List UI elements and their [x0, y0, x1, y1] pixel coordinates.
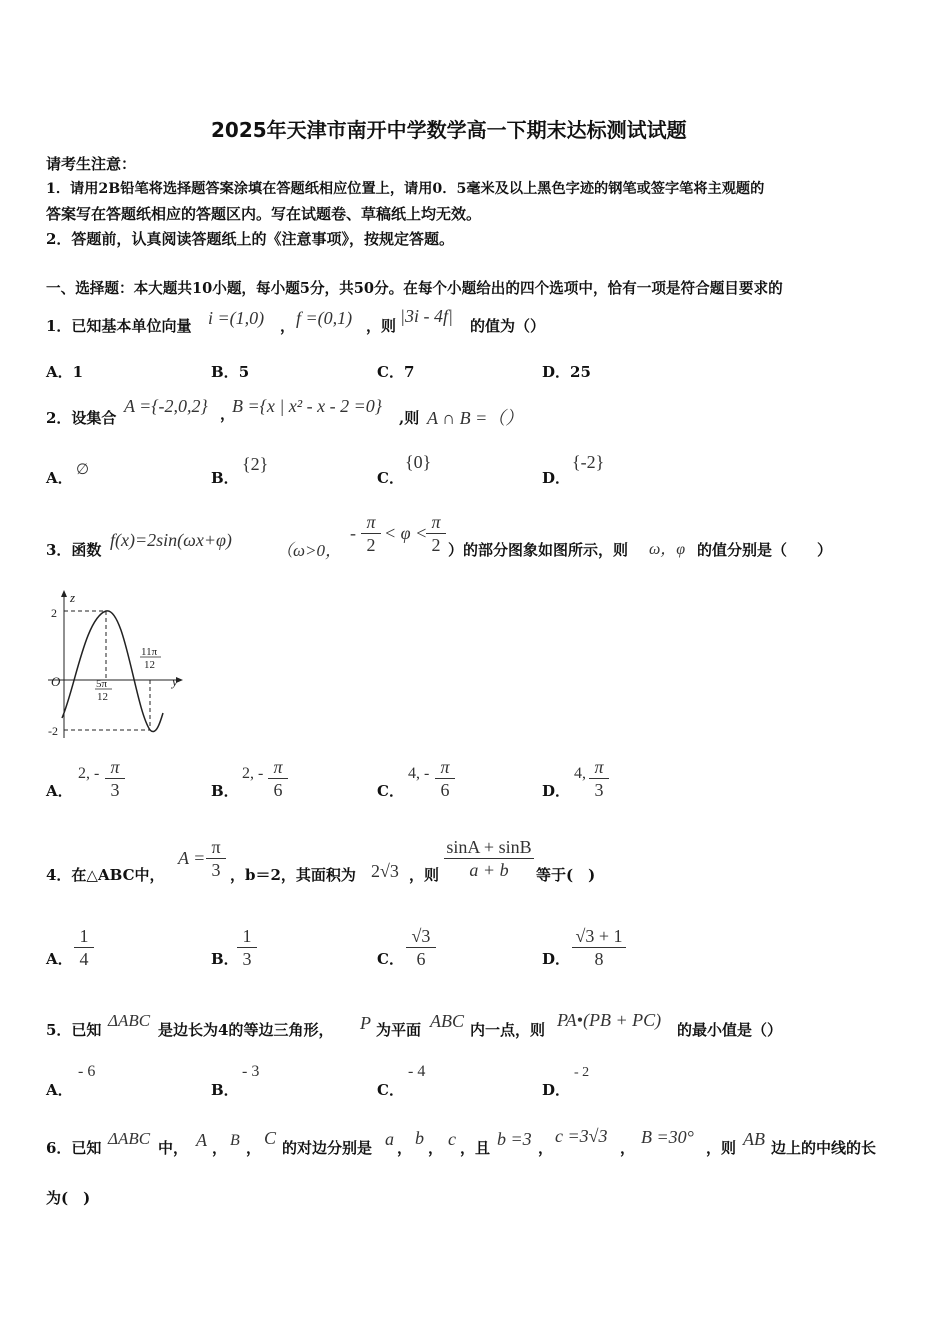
q3-option-c-lead: 4, - [408, 765, 430, 782]
q5-prefix: 5．已知 [46, 1021, 102, 1039]
q6-math-ab: AB [743, 1129, 765, 1149]
q6-math-A: A [196, 1130, 207, 1150]
q3-option-b-lead: 2, - [242, 765, 264, 782]
q1-math-expr: |3i - 4f| [400, 306, 453, 326]
q6-comma-5: ， [538, 1139, 554, 1157]
q6-math-c: c [448, 1129, 456, 1149]
q2-option-a[interactable]: A． [46, 469, 73, 487]
q1-sep1: ， [280, 317, 296, 335]
q6-math-triangle: ΔABC [108, 1129, 151, 1148]
q4-mid2: ，则 [409, 866, 440, 884]
q3-graph-x1-den: 12 [97, 691, 108, 703]
q6-prefix: 6．已知 [46, 1139, 102, 1157]
q3-minus: - [350, 523, 356, 543]
q2-option-d[interactable]: D． [542, 469, 571, 487]
page-title: 2025年天津市南开中学数学高一下期末达标测试试题 [211, 118, 687, 142]
q3-option-a-lead: 2, - [78, 765, 100, 782]
q3-graph-axis-z: z [70, 590, 76, 605]
q2-option-b[interactable]: B． [211, 469, 239, 487]
q2-option-b-value: {2} [242, 454, 269, 474]
q6-math-c-value: c =3√3 [555, 1126, 608, 1146]
q4-option-c-frac: √3 6 [406, 925, 436, 970]
q3-math-f: f(x)=2sin(ωx+φ) [110, 530, 232, 550]
q3-graph-x1-num: 5π [96, 678, 108, 690]
q3-option-d-frac: π 3 [589, 756, 609, 801]
q5-math-p: P [360, 1013, 371, 1033]
q6-text2: 的对边分别是 [282, 1139, 373, 1157]
q5-option-d[interactable]: D． [542, 1081, 571, 1099]
q6-math-a: a [385, 1129, 394, 1149]
q6-text4: ，则 [706, 1139, 737, 1157]
q4-option-d[interactable]: D． [542, 950, 571, 968]
q6-math-angle: B =30° [641, 1127, 694, 1147]
q6-comma-2: ， [246, 1139, 262, 1157]
q6-text1: 中， [158, 1139, 189, 1157]
q2-math-a: A ={-2,0,2} [124, 396, 208, 416]
q4-mid: ，b＝2，其面积为 [230, 866, 356, 884]
q6-text5: 边上的中线的长 [771, 1139, 877, 1157]
q2-suffix: ,则 [399, 409, 420, 427]
q3-option-a-frac: π 3 [105, 756, 125, 801]
q6-math-B: B [230, 1132, 240, 1149]
q5-math-vector: PA•(PB + PC) [557, 1010, 662, 1030]
q3-math-phi: < φ < [384, 523, 428, 543]
q2-math-b: B ={x | x² - x - 2 =0} [232, 396, 382, 416]
q3-graph-ytop: 2 [51, 606, 57, 620]
q3-suffix: ）的部分图象如图所示，则 [448, 541, 629, 559]
q2-option-a-value: ∅ [76, 462, 90, 478]
q5-option-a-value: - 6 [78, 1063, 96, 1080]
q5-mid2: 为平面 [376, 1021, 422, 1039]
q3-graph-origin: O [51, 674, 61, 689]
q3-option-b-frac: π 6 [268, 756, 288, 801]
notice-line-1: 1．请用2B铅笔将选择题答案涂填在答题纸相应位置上，请用0．5毫米及以上黑色字迹的钢笔或签字笔将主观题的 [46, 181, 765, 197]
q3-option-d[interactable]: D． [542, 782, 571, 800]
q5-math-triangle: ΔABC [108, 1011, 151, 1030]
q3-option-a[interactable]: A． [46, 782, 73, 800]
q3-frac-left: π 2 [361, 511, 381, 556]
q4-option-a-frac: 1 4 [74, 925, 94, 970]
q5-option-d-value: - 2 [574, 1065, 590, 1080]
q6-text3: ，且 [460, 1139, 491, 1157]
q4-option-d-frac: √3 + 1 8 [572, 925, 626, 970]
q2-math-ab: A ∩ B =（） [427, 408, 524, 428]
q2-sep: ， [220, 405, 236, 423]
q3-option-c[interactable]: C． [377, 782, 404, 800]
q1-option-c[interactable]: C．7 [377, 363, 415, 381]
q3-math-wphi: ω，φ [649, 541, 686, 558]
q3-option-c-frac: π 6 [435, 756, 455, 801]
q6-math-C: C [264, 1128, 277, 1148]
notice-heading: 请考生注意： [46, 155, 137, 173]
q6-comma-1: ， [212, 1139, 228, 1157]
q5-option-c[interactable]: C． [377, 1081, 404, 1099]
q4-option-a[interactable]: A． [46, 950, 73, 968]
q2-prefix: 2．设集合 [46, 409, 117, 427]
q4-prefix: 4．在△ABC中， [46, 866, 165, 884]
q3-graph-x2-num: 11π [141, 646, 158, 658]
q1-option-d[interactable]: D．25 [542, 363, 591, 381]
q1-suffix: 的值为（） [470, 317, 546, 335]
q5-option-a[interactable]: A． [46, 1081, 73, 1099]
q6-line2: 为( ) [46, 1189, 91, 1207]
q4-option-b-frac: 1 3 [237, 925, 257, 970]
q4-suffix: 等于( ) [536, 866, 596, 884]
q4-option-b[interactable]: B． [211, 950, 239, 968]
q2-option-c[interactable]: C． [377, 469, 404, 487]
q5-option-b-value: - 3 [242, 1063, 260, 1080]
q1-math-i: i =(1,0) [208, 308, 265, 328]
q4-frac-a: π 3 [206, 836, 226, 881]
q3-prefix: 3．函数 [46, 541, 102, 559]
q3-graph-x2-den: 12 [144, 659, 155, 671]
q6-comma-6: ， [620, 1139, 636, 1157]
q4-math-area: 2√3 [371, 861, 399, 881]
q2-option-c-value: {0} [405, 452, 432, 472]
q3-graph [40, 588, 190, 748]
q3-option-d-lead: 4, [574, 765, 586, 782]
q5-math-abc: ABC [430, 1011, 464, 1031]
q1-sep2: ，则 [366, 317, 397, 335]
q6-math-b-value: b =3 [497, 1129, 532, 1149]
q6-comma-4: ， [428, 1139, 444, 1157]
q2-option-d-value: {-2} [572, 452, 605, 472]
q1-prefix: 1．已知基本单位向量 [46, 317, 192, 335]
q3-suffix2: 的值分别是（ ） [697, 541, 833, 559]
q3-graph-ybottom: -2 [48, 724, 58, 738]
q4-option-c[interactable]: C． [377, 950, 404, 968]
q3-frac-right: π 2 [426, 511, 446, 556]
q4-math-a: A = [178, 848, 206, 868]
q5-mid3: 内一点，则 [470, 1021, 546, 1039]
q4-frac-sin: sinA + sinB a + b [444, 836, 534, 881]
q5-suffix: 的最小值是（） [677, 1021, 783, 1039]
q1-option-a[interactable]: A．1 [46, 363, 84, 381]
q1-math-f: f =(0,1) [296, 308, 353, 328]
notice-line-2: 答案写在答题纸相应的答题区内。写在试题卷、草稿纸上均无效。 [46, 205, 482, 223]
q6-comma-3: ， [397, 1139, 413, 1157]
q1-option-b[interactable]: B．5 [211, 363, 250, 381]
q6-math-b: b [415, 1128, 424, 1148]
q3-option-b[interactable]: B． [211, 782, 239, 800]
notice-line-3: 2．答题前，认真阅读答题纸上的《注意事项》，按规定答题。 [46, 230, 454, 248]
section-heading: 一、选择题：本大题共10小题，每小题5分，共50分。在每个小题给出的四个选项中，恰有一项是符合题目要求的 [46, 280, 783, 297]
q3-math-omega: （ω>0， [276, 541, 342, 560]
q3-graph-axis-y: y [172, 674, 178, 689]
q5-option-b[interactable]: B． [211, 1081, 239, 1099]
q5-mid1: 是边长为4的等边三角形， [158, 1021, 334, 1039]
q5-option-c-value: - 4 [408, 1063, 426, 1080]
